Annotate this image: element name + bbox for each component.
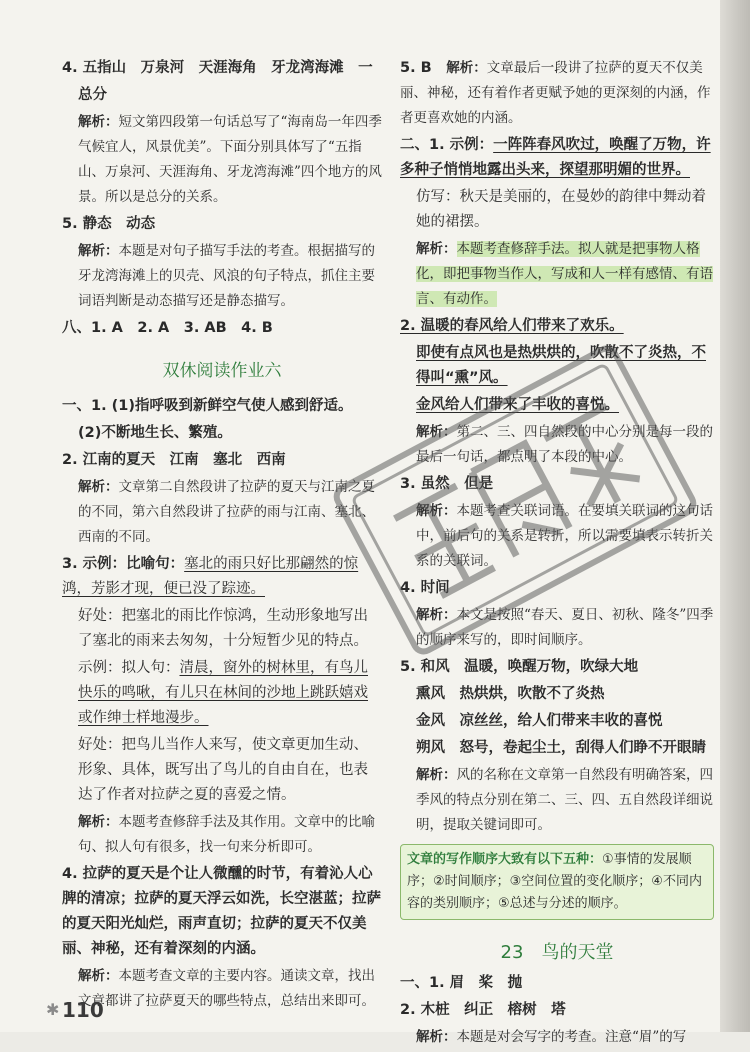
s1-3-good: 好处：把塞北的雨比作惊鸿，生动形象地写出了塞北的雨来去匆匆，十分短暂少见的特点。 — [78, 608, 368, 649]
r2-1-jiexi-text: 本题考查修辞手法。拟人就是把事物人格化，即把事物当作人，写成和人一样有感情、有语言、有动作。 — [416, 241, 713, 307]
r2-2-line1: 2. 温暖的春风给人们带来了欢乐。 — [400, 318, 624, 334]
jiexi-label: 解析： — [78, 968, 119, 984]
q8-answers: 八、1. A 2. A 3. AB 4. B — [62, 320, 273, 336]
r2-1-fang: 仿写：秋天是美丽的，在曼妙的韵律中舞动着她的裙摆。 — [416, 189, 706, 230]
r2-1 — [400, 133, 714, 183]
q4-answer-cont: 总分 — [78, 87, 107, 103]
s1-3 — [62, 552, 382, 602]
jiexi-label: 解析： — [78, 814, 119, 830]
s1-1b: (2)不断地生长、繁殖。 — [78, 425, 232, 441]
s1-3-prefix: 3. 示例：比喻句： — [62, 556, 185, 572]
page-star-icon: ✱ — [46, 1000, 60, 1019]
r2-1-sentence: 一阵阵春风吹过，唤醒了万物，许多种子悄悄地露出头来，探望那明媚的世界。 — [400, 137, 711, 178]
jiexi-label: 解析： — [416, 241, 457, 257]
r2-5-b: 熏风 热烘烘，吹散不了炎热 — [416, 686, 605, 702]
jiexi-label: 解析： — [78, 114, 119, 130]
s1-4-jiexi — [62, 964, 382, 1014]
jiexi-label: 解析： — [416, 503, 457, 519]
r2-5-jiexi — [400, 763, 714, 838]
q5-answer: 5. 静态 动态 — [62, 216, 156, 232]
s1-3b-prefix: 示例：拟人句： — [78, 660, 180, 676]
jiexi-label: 解析： — [416, 424, 457, 440]
r5-jiexi-text: 文章最后一段讲了拉萨的夏天不仅美丽、神秘，还有着作者更赋予她的更深刻的内涵，作者更喜欢她的内涵。 — [400, 60, 711, 126]
jiexi-label: 解析： — [416, 1029, 457, 1045]
r2-5-c: 金风 凉丝丝，给人们带来丰收的喜悦 — [416, 713, 663, 729]
q4-jiexi-text: 短文第四段第一句话总写了“海南岛一年四季气候宜人，风景优美”。下面分别具体写了“五指山、万泉河、天涯海角、牙龙湾海滩”四个地方的风景。所以是总分的关系。 — [78, 114, 382, 205]
s1-4-jiexi-text: 本题考查文章的主要内容。通读文章，找出文章都讲了拉萨夏天的哪些特点，总结出来即可。 — [78, 968, 375, 1009]
r2-5-a: 5. 和风 温暖，唤醒万物，吹绿大地 — [400, 659, 639, 675]
l2-jiexi — [400, 1025, 714, 1050]
l1: 一、1. 眉 桨 抛 — [400, 975, 523, 991]
jiexi-label: 解析： — [78, 479, 119, 495]
s1-3-jiexi-text: 本题考查修辞手法及其作用。文章中的比喻句、拟人句有很多，找一句来分析即可。 — [78, 814, 375, 855]
r2-4: 4. 时间 — [400, 580, 450, 596]
l2: 2. 木桩 纠正 榕树 塔 — [400, 1002, 566, 1018]
tip-label: 文章的写作顺序大致有以下五种： — [407, 852, 603, 867]
r2-1-jiexi — [400, 237, 714, 312]
section-title: 双休阅读作业六 — [162, 361, 282, 381]
r2-2-line3: 金风给人们带来了丰收的喜悦。 — [416, 397, 619, 413]
jiexi-label: 解析： — [446, 60, 487, 76]
q4-jiexi — [62, 110, 382, 210]
writing-order-tip-box — [400, 844, 714, 920]
s1-3-jiexi — [62, 810, 382, 860]
s1-3b-good: 好处：把鸟儿当作人来写，使文章更加生动、形象、具体，既写出了鸟儿的自由自在，也表达了作者对拉萨之夏的喜爱之情。 — [78, 737, 368, 803]
r5-answer — [400, 56, 714, 131]
q5-jiexi-text: 本题是对句子描写手法的考查。根据描写的牙龙湾海滩上的贝壳、风浪的句子特点，抓住主要词语判断是动态描写还是静态描写。 — [78, 243, 375, 309]
right-column — [400, 56, 714, 1052]
jiexi-label: 解析： — [416, 767, 457, 783]
tip-text: ①事情的发展顺序；②时间顺序；③空间位置的变化顺序；④不同内容的类别顺序；⑤总述与分述的顺序。 — [407, 852, 702, 911]
s1-2-jiexi — [62, 475, 382, 550]
r2-5-jiexi-text: 风的名称在文章第一自然段有明确答案，四季风的特点分别在第二、三、四、五自然段详细说明，提取关键词即可。 — [416, 767, 713, 833]
q4-answer: 4. 五指山 万泉河 天涯海角 牙龙湾海滩 一 — [62, 60, 373, 76]
s1-2-jiexi-text: 文章第二自然段讲了拉萨的夏天与江南之夏的不同，第六自然段讲了拉萨的雨与江南、塞北、西南的不同。 — [78, 479, 375, 545]
s1-3b — [62, 656, 382, 731]
jiexi-label: 解析： — [416, 607, 457, 623]
r2-2-jiexi — [400, 420, 714, 470]
r2-5-d: 朔风 怒号，卷起尘土，刮得人们睁不开眼睛 — [416, 740, 706, 756]
l2-jiexi-text: 本题是对会写字的考查。注意“眉”的写 — [456, 1029, 687, 1045]
s1-3-sentence: 塞北的雨只好比那翩然的惊鸿，芳影才现，便已没了踪迹。 — [62, 556, 359, 597]
q5-jiexi — [62, 239, 382, 314]
r2-1-prefix: 二、1. 示例： — [400, 137, 494, 153]
r2-3-jiexi — [400, 499, 714, 574]
r2-3-jiexi-text: 本题考查关联词语。在要填关联词的这句话中，前后句的关系是转折，所以需要填表示转折关系的关联词。 — [416, 503, 713, 569]
r2-4-jiexi — [400, 603, 714, 653]
jiexi-label: 解析： — [78, 243, 119, 259]
r2-4-jiexi-text: 本文是按照“春天、夏日、初秋、隆冬”四季的顺序来写的，即时间顺序。 — [416, 607, 714, 648]
s1-1a: 一、1. (1)指呼吸到新鲜空气使人感到舒适。 — [62, 398, 353, 414]
s1-2: 2. 江南的夏天 江南 塞北 西南 — [62, 452, 286, 468]
r2-2-line2: 即使有点风也是热烘烘的，吹散不了炎热，不得叫“熏”风。 — [416, 345, 706, 386]
s1-3b-sentence: 清晨，窗外的树林里，有鸟儿快乐的鸣啾，有儿只在林间的沙地上跳跃嬉戏或作绅士样地漫步。 — [78, 660, 368, 726]
r2-3: 3. 虽然 但是 — [400, 476, 494, 492]
binding-gutter — [720, 0, 750, 1032]
r2-2-jiexi-text: 第二、三、四自然段的中心分别是每一段的最后一句话，都点明了本段的中心。 — [416, 424, 713, 465]
s1-4: 4. 拉萨的夏天是个让人微醺的时节，有着沁人心脾的清凉；拉萨的夏天浮云如洗，长空湛蓝；拉萨的夏天阳光灿烂，雨声直切；拉萨的夏天不仅美丽、神秘，还有着深刻的内涵。 — [62, 866, 381, 957]
left-column — [62, 56, 382, 1016]
page-number: 110 — [62, 998, 104, 1022]
lesson-title: 23 鸟的天堂 — [500, 942, 614, 963]
r5-text: 5. B — [400, 60, 432, 76]
